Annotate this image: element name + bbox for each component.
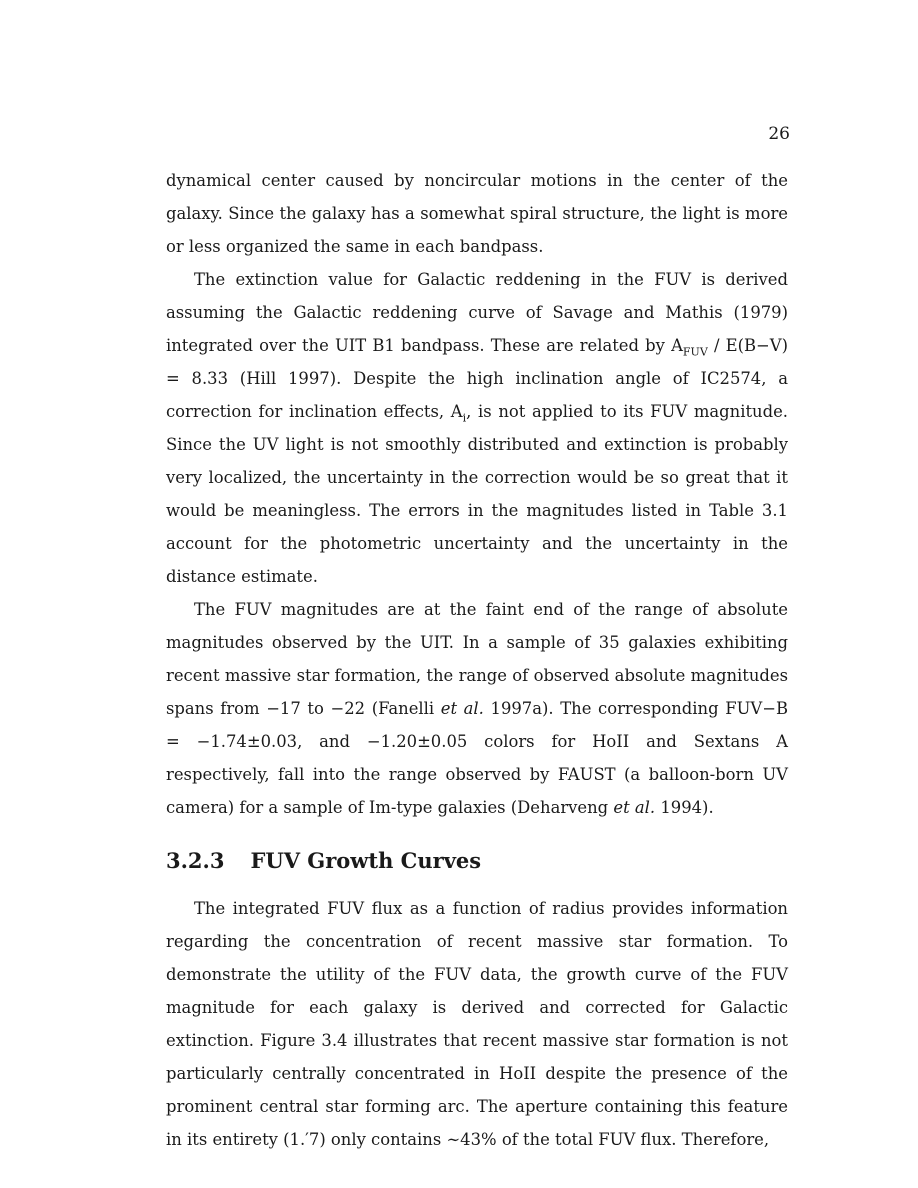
citation-et-al: et al.: [440, 699, 484, 718]
subscript-i: i: [462, 411, 467, 425]
paragraph-text: The FUV magnitudes are at the faint end of the range of absolute magnitudes observed by the UIT. In a sample of 35 galaxies exhibiting recent massive star formation, the range of observed absolute magnitudes spans from −17 to −22 (Fanelli: [166, 600, 788, 718]
paragraph-growth-curves: The integrated FUV flux as a function of radius provides information regarding the concentration of recent massive star formation. To demonstrate the utility of the FUV data, the growth curve of the FUV magnitude for each galaxy is derived and corrected for Galactic extinction. Figure 3.4 illustrates that recent massive star formation is not particularly centrally concentrated in HoII despite the presence of the prominent central star forming arc. The aperture containing this feature in its entirety (1.′7) only contains ∼43% of the total FUV flux. Therefore,: [166, 899, 788, 1149]
paragraph-text: / E(B−V) = 8.33 (Hill 1997). Despite the high inclination angle of IC2574, a correction for inclination effects, A: [166, 336, 788, 421]
paragraph-text: 1994).: [655, 798, 714, 817]
paragraph-text: , is not applied to its FUV magnitude. Since the UV light is not smoothly distributed and extinction is probably very localized, the uncertainty in the correction would be so great that it would be meaningless. The errors in the magnitudes listed in Table 3.1 account for the photometric uncertainty and the uncertainty in the distance estimate.: [166, 402, 788, 586]
paragraph-text: The extinction value for Galactic reddening in the FUV is derived assuming the Galactic reddening curve of Savage and Mathis (1979) integrated over the UIT B1 bandpass. These are related by A: [166, 270, 788, 355]
paragraph-magnitudes: [166, 593, 788, 824]
paragraph-continuation: dynamical center caused by noncircular motions in the center of the galaxy. Since the galaxy has a somewhat spiral structure, the light is more or less organized the same in each bandpass.: [166, 171, 788, 256]
paragraph-extinction: [166, 263, 788, 593]
paragraph-text: 1997a). The corresponding FUV−B = −1.74±0.03, and −1.20±0.05 colors for HoII and Sextans A respectively, fall into the range observed by FAUST (a balloon-born UV camera) for a sample of Im-type galaxies (Deharveng: [166, 699, 788, 817]
subscript-fuv: FUV: [682, 345, 708, 359]
page-number: 26: [768, 124, 790, 144]
page-body: [166, 164, 788, 1156]
section-heading: [166, 846, 788, 876]
citation-et-al: et al.: [613, 798, 656, 817]
section-title: FUV Growth Curves: [250, 848, 482, 873]
section-number: 3.2.3: [166, 848, 225, 873]
